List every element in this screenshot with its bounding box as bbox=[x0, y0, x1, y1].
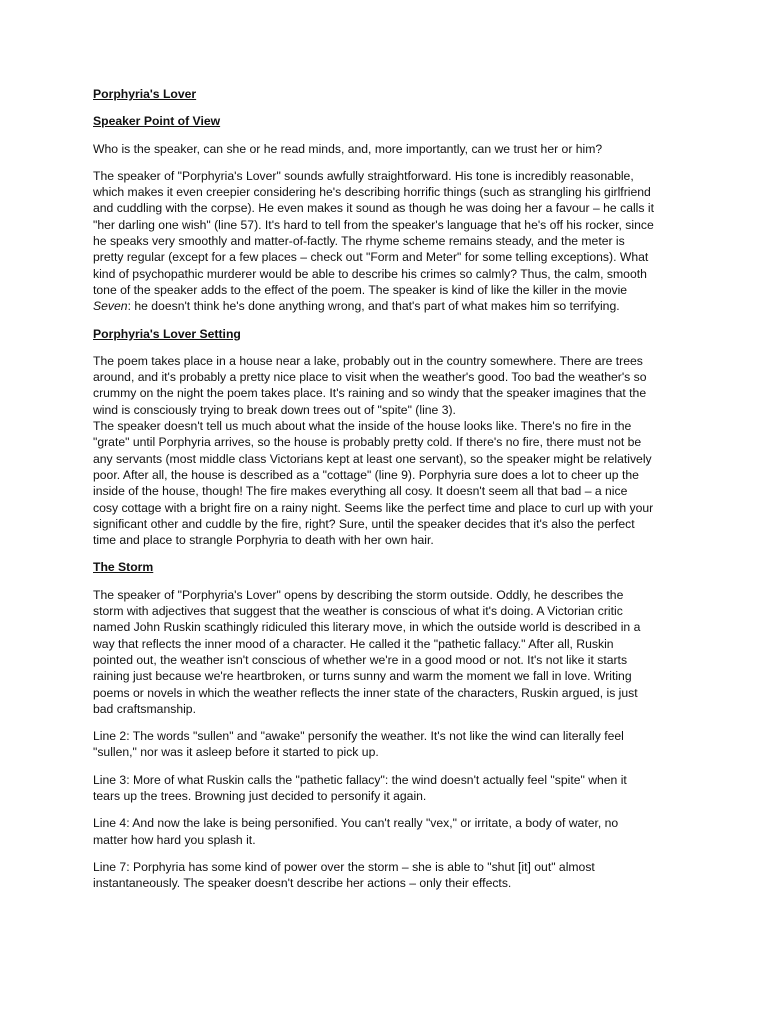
paragraph: The speaker doesn't tell us much about what the inside of the house looks like. There's no fire in the "grate" until Porphyria arrives, so the house is probably pretty cold. If there's no fire, there must not be any servants (most middle class Victorians kept at least one servant), so the speaker might be relatively poor. After all, the house is described as a "cottage" (line 9). Porphyria sure does a lot to cheer up the inside of the house, though! The fire makes everything all cosy. It doesn't seem all that bad – a nice cosy cottage with a bright fire on a rainy night. Seems like the perfect time and place to curl up with your significant other and cuddle by the fire, right? Sure, until the speaker decides that it's also the perfect time and place to strangle Porphyria to death with her own hair. bbox=[93, 419, 654, 548]
paragraph: The speaker of "Porphyria's Lover" opens by describing the storm outside. Oddly, he describes the storm with adjectives that suggest that the weather is conscious of what it's doing. A Victorian critic named John Ruskin scathingly ridiculed this literary move, in which the outside world is described in a way that reflects the inner mood of a character. He called it the "pathetic fallacy." After all, Ruskin pointed out, the weather isn't conscious of whether we're in a good mood or not. It's not like it starts raining just because we're heartbroken, or turns sunny and warm the moment we fall in love. Writing poems or novels in which the weather reflects the inner state of the characters, Ruskin argued, is just bad craftsmanship. bbox=[93, 587, 641, 716]
paragraph: Who is the speaker, can she or he read minds, and, more importantly, can we trust her or him? bbox=[93, 141, 603, 156]
section-heading-the-storm: The Storm bbox=[93, 560, 154, 575]
paragraph: The poem takes place in a house near a lake, probably out in the country somewhere. There are trees around, and it's probably a pretty nice place to visit when the weather's good. Too bad the weather's so crummy on the night the poem takes place. It's raining and so windy that the speaker imagines that the wind is consciously trying to break down trees out of "spite" (line 3). bbox=[93, 353, 647, 417]
paragraph: Line 2: The words "sullen" and "awake" personify the weather. It's not like the wind can literally feel "sullen," nor was it asleep before it started to pick up. bbox=[93, 729, 624, 760]
paragraph: Line 4: And now the lake is being personified. You can't really "vex," or irritate, a body of water, no matter how hard you splash it. bbox=[93, 816, 619, 847]
section-heading-setting: Porphyria's Lover Setting bbox=[93, 326, 241, 341]
paragraph-text: : he doesn't think he's done anything wrong, and that's part of what makes him so terrifying. bbox=[127, 299, 620, 314]
paragraph-text: The speaker of "Porphyria's Lover" sounds awfully straightforward. His tone is incredibly reasonable, which makes it even creepier considering he's describing horrific things (such as strangling his girlfriend and cuddling with the corpse). He even makes it sound as though he was doing her a favour – he calls it "her darling one wish" (line 57). It's hard to tell from the speaker's language that he's off his rocker, since he speaks very smoothly and matter-of-factly. The rhyme scheme remains steady, and the meter is pretty regular (except for a few places – check out "Form and Meter" for some telling exceptions). What kind of psychopathic murderer would be able to describe his crimes so calmly? Thus, the calm, smooth tone of the speaker adds to the effect of the poem. The speaker is kind of like the killer in the movie bbox=[93, 168, 654, 297]
document-page bbox=[93, 86, 655, 902]
document-title: Porphyria's Lover bbox=[93, 87, 197, 101]
movie-title-italic: Seven bbox=[93, 299, 128, 314]
paragraph: Line 7: Porphyria has some kind of power over the storm – she is able to "shut [it] out" almost instantaneously. The speaker doesn't describe her actions – only their effects. bbox=[93, 859, 595, 891]
paragraph: Line 3: More of what Ruskin calls the "pathetic fallacy": the wind doesn't actually feel "spite" when it tears up the trees. Browning just decided to personify it again. bbox=[93, 772, 627, 803]
section-heading-speaker-point-of-view: Speaker Point of View bbox=[93, 114, 221, 129]
paragraph bbox=[93, 168, 655, 315]
